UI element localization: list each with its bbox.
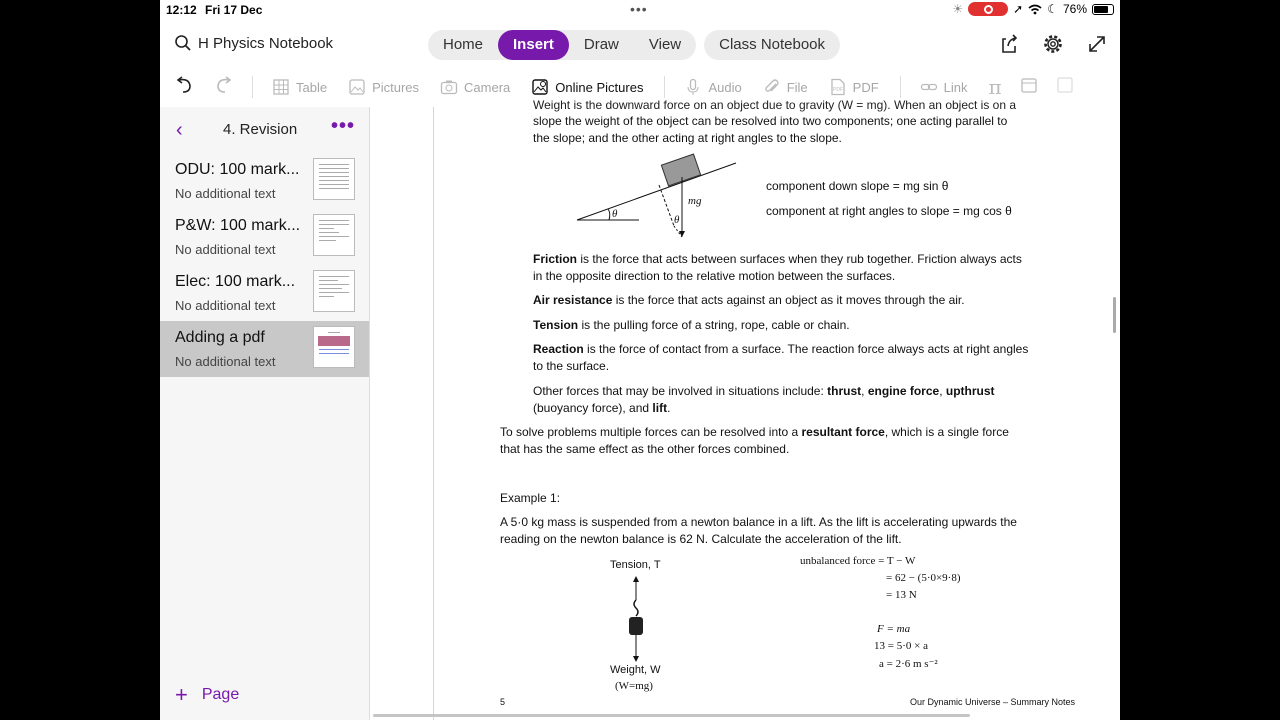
battery-percent: 76% <box>1062 2 1087 16</box>
page-title: P&W: 100 mark... <box>175 217 301 234</box>
page-item-selected[interactable] <box>160 321 369 377</box>
sticky-note-icon[interactable] <box>1056 76 1074 99</box>
notebook-name: H Physics Notebook <box>198 34 334 52</box>
resolve-text-1: To solve problems multiple forces can be resolved into a <box>500 425 802 439</box>
tab-group <box>428 30 696 60</box>
page-number: 5 <box>500 697 506 707</box>
upthrust-term: upthrust <box>945 384 995 398</box>
ribbon-tabs <box>428 30 840 60</box>
engine-force-term: engine force <box>867 384 940 398</box>
thrust-term: thrust <box>827 384 862 398</box>
plus-icon: + <box>175 682 188 707</box>
tension-text: is the pulling force of a string, rope, cable or chain. <box>578 318 850 332</box>
pictures-label: Pictures <box>372 79 420 95</box>
tab-view[interactable]: View <box>648 36 682 53</box>
example-text-1: A 5·0 kg mass is suspended from a newton balance in a lift. As the lift is accelerating upwards the <box>500 515 1017 529</box>
search-icon <box>174 34 192 52</box>
footer-text: Our Dynamic Universe – Summary Notes <box>910 697 1076 707</box>
pdf-icon <box>829 78 847 96</box>
screen-record-icon[interactable] <box>968 2 1008 16</box>
camera-label: Camera <box>464 79 511 95</box>
reaction-text-2: to the surface. <box>533 359 610 373</box>
divider <box>900 76 901 98</box>
tab-draw[interactable]: Draw <box>583 36 619 53</box>
tension-term: Tension <box>533 318 579 332</box>
hanging-mass-diagram <box>626 574 646 664</box>
calc-line-3: = 13 N <box>886 589 917 601</box>
slope-angle-label: θ <box>612 208 618 220</box>
weight-line-2: slope the weight of the object can be resolved into two components; one acting parallel to <box>533 114 1008 128</box>
page-title: Adding a pdf <box>175 329 265 346</box>
slope-diagram <box>571 155 751 245</box>
insert-audio-button[interactable] <box>684 78 741 96</box>
moon-icon: ☾ <box>1047 2 1058 16</box>
page-item[interactable] <box>160 153 369 209</box>
camera-icon <box>440 78 458 96</box>
battery-icon <box>1092 4 1114 15</box>
table-label: Table <box>296 79 328 95</box>
insert-file-button[interactable] <box>763 78 808 96</box>
online-pictures-icon <box>531 78 549 96</box>
pages-sidebar <box>160 107 370 720</box>
section-title: 4. Revision <box>223 121 298 138</box>
insert-pdf-button[interactable] <box>829 78 879 96</box>
page-thumbnail <box>313 158 355 200</box>
page-title: ODU: 100 mark... <box>175 161 300 178</box>
brightness-icon: ☀ <box>952 2 964 16</box>
lift-term: lift <box>652 401 668 415</box>
friction-text-1: is the force that acts between surfaces when they rub together. Friction always acts <box>577 252 1022 266</box>
page-thumbnail <box>313 214 355 256</box>
page-item[interactable] <box>160 265 369 321</box>
page-subtitle: No additional text <box>175 298 276 313</box>
resultant-force-term: resultant force <box>801 425 885 439</box>
slope-mg-label: mg <box>688 195 702 207</box>
class-notebook-group <box>704 30 840 60</box>
page-title: Elec: 100 mark... <box>175 273 296 290</box>
page-subtitle: No additional text <box>175 186 276 201</box>
reaction-term: Reaction <box>533 342 584 356</box>
more-options-icon[interactable]: ••• <box>330 115 355 137</box>
weight-equation: (W=mg) <box>615 680 653 692</box>
resolve-text-2: that has the same effect as the other forces combined. <box>500 442 790 456</box>
tension-label: Tension, T <box>610 559 661 571</box>
page-thumbnail <box>313 270 355 312</box>
status-right <box>952 2 1114 16</box>
equation-pi-icon[interactable]: π <box>988 75 1002 99</box>
status-date: Fri 17 Dec <box>205 3 263 17</box>
resolve-text-1b: , which is a single force <box>884 425 1009 439</box>
insert-online-pictures-button[interactable] <box>531 78 643 96</box>
paperclip-icon <box>763 78 781 96</box>
ipad-screen <box>160 0 1120 720</box>
tab-insert[interactable]: Insert <box>498 30 569 60</box>
multitask-dots-icon[interactable]: ••• <box>630 1 648 17</box>
insert-table-button[interactable] <box>272 78 327 96</box>
share-icon[interactable] <box>998 33 1020 55</box>
notebook-search[interactable] <box>174 34 333 52</box>
link-icon <box>920 78 938 96</box>
friction-term: Friction <box>533 252 577 266</box>
tab-class-notebook[interactable]: Class Notebook <box>719 36 826 53</box>
top-nav <box>160 24 1120 66</box>
calc-line-1: unbalanced force = T − W <box>800 555 916 567</box>
audio-label: Audio <box>708 79 742 95</box>
svg-text:PDF: PDF <box>832 87 843 93</box>
microphone-icon <box>684 78 702 96</box>
tab-home[interactable]: Home <box>443 36 484 53</box>
reaction-text-1: is the force of contact from a surface. The reaction force always acts at right angles <box>583 342 1029 356</box>
status-bar <box>160 0 1120 20</box>
link-label: Link <box>943 79 968 95</box>
vertical-scrollbar[interactable] <box>1113 297 1116 333</box>
insert-pictures-button[interactable] <box>348 78 419 96</box>
component-right-angles: component at right angles to slope = mg cos θ <box>766 204 1012 218</box>
fullscreen-icon[interactable] <box>1086 33 1108 55</box>
divider <box>252 76 253 98</box>
weight-line-1: Weight is the downward force on an object due to gravity (W = mg). When an object is on a <box>533 98 1017 112</box>
back-chevron-icon[interactable]: ‹ <box>176 119 183 141</box>
page-subtitle: No additional text <box>175 354 276 369</box>
page-subtitle: No additional text <box>175 242 276 257</box>
friction-text-2: in the opposite direction to the relative motion between the surfaces. <box>533 269 896 283</box>
weight-label: Weight, W <box>610 664 661 676</box>
wifi-icon <box>1028 4 1042 15</box>
page-thumbnail <box>313 326 355 368</box>
nav-actions <box>998 33 1108 55</box>
example-text-2: reading on the newton balance is 62 N. Calculate the acceleration of the lift. <box>500 532 902 546</box>
location-icon: ➚ <box>1013 2 1024 16</box>
insert-link-button[interactable] <box>920 78 968 96</box>
file-label: File <box>786 79 808 95</box>
component-down-slope: component down slope = mg sin θ <box>766 179 949 193</box>
pdf-label: PDF <box>852 79 879 95</box>
status-time: 12:12 <box>166 3 197 17</box>
note-canvas[interactable]: Weight is the downward force on an object due to gravity (W = mg). When an object is on a slope the weight of the object can be resolved into two components; one acting parallel to the slope; and the other acting at right angles to the slope. θ θ mg component down slope = mg sin θ component at right angles to slope = mg cos θ Friction is the force that acts between surfaces when they rub together. Friction always acts in the opposite direction to the relative motion between the surfaces. Air resistance is the force that acts against an object as it moves through the air. Tension is the pulling force of a string, rope, cable or chain. Reaction is the force of contact from a surface. The reaction force always acts at right angles to the surface. Other forces that may be involved in situations include: thrust, engine force, upthrust (buoyancy force), and lift. To solve problems multiple forces can be resolved into a resultant force, which is a single force that has the same effect as the other forces combined. Example 1: A 5·0 kg mass is suspended from a newton balance in a lift. As the lift is accelerating upwards the reading on the newton balance is 62 N. Calculate the acceleration of the lift. Tension, T Weight, W (W=mg) unbalanced force = T − W = 62 − (5·0×9·8) = 13 N F = ma 13 = 5·0 × a a = 2·6 m s⁻² 5 Our Dynamic Universe – Summary Notes <box>371 107 1120 720</box>
picture-icon <box>348 78 366 96</box>
settings-gear-icon[interactable] <box>1042 33 1064 55</box>
add-page-label: Page <box>201 686 240 703</box>
air-resistance-term: Air resistance <box>533 293 613 307</box>
insert-camera-button[interactable] <box>440 78 510 96</box>
calc-line-6: a = 2·6 m s⁻² <box>879 658 938 670</box>
add-page-button[interactable] <box>175 682 239 708</box>
calc-line-4: F = ma <box>877 623 911 635</box>
buoyancy-text: (buoyancy force), and <box>533 401 653 415</box>
page-item[interactable] <box>160 209 369 265</box>
weight-line-3: the slope; and the other acting at right angles to the slope. <box>533 131 842 145</box>
redo-icon[interactable] <box>214 75 234 100</box>
calc-line-5: 13 = 5·0 × a <box>874 640 928 652</box>
divider <box>664 76 665 98</box>
online-pictures-label: Online Pictures <box>555 79 644 95</box>
undo-icon[interactable] <box>174 75 194 100</box>
other-forces-text: Other forces that may be involved in situations include: <box>533 384 828 398</box>
horizontal-scrollbar[interactable] <box>373 714 970 717</box>
page-margin-line <box>433 107 434 720</box>
calendar-icon[interactable] <box>1020 76 1038 99</box>
slope-weight-angle-label: θ <box>674 214 680 226</box>
air-resistance-text: is the force that acts against an object as it moves through the air. <box>612 293 965 307</box>
section-header <box>160 107 369 153</box>
example-heading: Example 1: <box>500 491 561 505</box>
calc-line-2: = 62 − (5·0×9·8) <box>886 572 961 584</box>
table-icon <box>272 78 290 96</box>
